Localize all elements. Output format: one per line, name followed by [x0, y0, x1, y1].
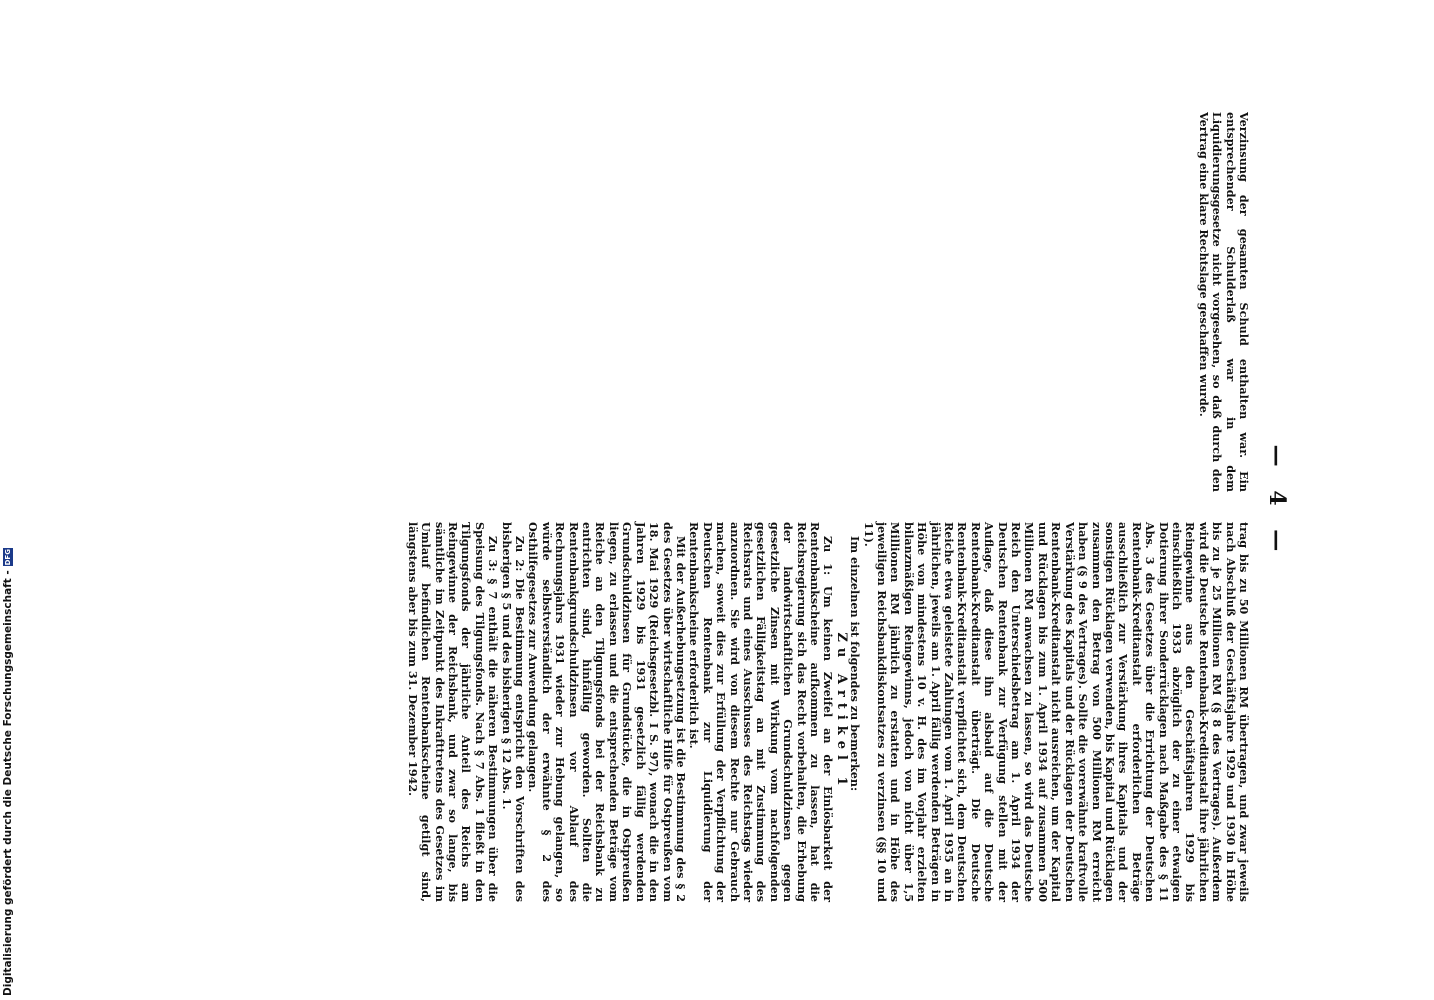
right-paragraph: Mit der Außerhebungsetzung ist die Bestimmung des § 2 des Gesetzes über wirtschaftliche Hilfe für Ostpreußen vom 18. Mai 1929 (Reichsgesetzbl. I S. 97), wonach die in den Jahren 1929 bis 1931 gesetzlich fällig werdenden Grundschuldzinsen für Grundstücke, die in Ostpreußen liegen, zu erlassen und die entsprechenden Beträge vom Reiche an den Tilgungsfonds bei der Reichsbank zu entrichten sind, hinfällig geworden. Sollten die Rentenbankgrundschuldzinsen vor Ablauf des Rechnungsjahrs 1931 wieder zur Hebung gelangen, so würde selbstverständlich der erwähnte § 2 des Osthilfegesetzes zur Anwendung gelangen.: [526, 522, 688, 902]
right-paragraph: Zu 1: Um keinen Zweifel an der Einlösbarkeit der Rentenbankscheine aufkommen zu lassen, hat die Reichsregierung sich das Recht vorbehalten, die Erhebung der landwirtschaftlichen Grundschuldzinsen gegen gesetzliche Zinsen mit Wirkung vom nachfolgenden gesetzlichen Fälligkeitstag an mit Zustimmung des Reichsrats und eines Ausschusses des Reichstags wieder anzuordnen. Sie wird von diesem Rechte nur Gebrauch machen, soweit dies zur Erfüllung der Verpflichtung der Deutschen Rentenbank zur Liquidierung der Rentenbankscheine erforderlich ist.: [687, 522, 836, 902]
right-paragraph: Im einzelnen ist folgendes zu bemerken:: [848, 536, 863, 792]
section-heading: Zu Artikel 1: [833, 632, 849, 792]
right-paragraph: Zu 2: Die Bestimmung entspricht den Vorschriften des bisherigen § 5 und des bisherigen § 12 Abs. 1.: [499, 522, 528, 902]
credit-text: Digitalisierung gefördert durch die Deutsche Forschungsgemeinschaft -: [2, 570, 14, 996]
digitization-credit: [2, 548, 14, 996]
page-number: — 4 —: [1264, 444, 1290, 560]
right-paragraph: Zu 3: § 7 enthält die näheren Bestimmungen über die Speisung des Tilgungsfonds. Nach § 7 Abs. 1 fließt in den Tilgungsfonds der jährliche Anteil des Reichs am Reingewinne der Reichsbank, und zwar so lange, bis sämtliche im Zeitpunkt des Inkrafttretens des Gesetzes im Umlauf befindlichen Rentenbankscheine getilgt sind, längstens aber bis zum 31. Dezember 1942.: [405, 522, 501, 902]
left-column: [170, 112, 1250, 492]
dfg-logo: DFG: [4, 549, 12, 566]
rotated-page-content: [152, 92, 1302, 912]
right-paragraph: trag bis zu 50 Millionen RM übertragen, und zwar jeweils nach Abschluß der Geschäftsjahre 1929 und 1930 in Höhe bis zu je 25 Millionen RM (§ 8 des Vertrages). Außerdem wird die Deutsche Rentenbank-Kreditanstalt ihre jährlichen Reingewinne aus den Geschäftsjahren 1929 bis einschließlich 1933 abzüglich der zu einer etwaigen Dotierung ihrer Sonderrücklagen nach Maßgabe des § 11 Abs. 3 des Gesetzes über die Errichtung der Deutschen Rentenbank-Kreditanstalt erforderlichen Beträge ausschließlich zur Verstärkung ihres Kapitals und der sonstigen Rücklagen verwenden, bis Kapital und Rücklagen zusammen den Betrag von 500 Millionen RM erreicht haben (§ 9 des Vertrages). Sollte die vorerwähnte kraftvolle Verstärkung des Kapitals und der Rücklagen der Deutschen Rentenbank-Kreditanstalt nicht ausreichen, um der Kapital und Rücklagen bis zum 1. April 1934 auf zusammen 500 Millionen RM anwachsen zu lassen, so wird das Deutsche Reich den Unterschiedsbetrag am 1. April 1934 der Deutschen Rentenbank zur Verfügung stellen mit der Auflage, daß diese ihn alsbald auf die Deutsche Rentenbank-Kreditanstalt überträgt. Die Deutsche Rentenbank-Kreditanstalt verpflichtet sich, dem Deutschen Reiche etwa geleistete Zahlungen vom 1. April 1935 an in jährlichen, jeweils am 1. April fällig werdenden Beträgen in Höhe von mindestens 10 v. H. des im Vorjahr erzielten bilanzmäßigen Reingewinns, jedoch von nicht über 1,5 Millionen RM jährlich zu erstatten und in Höhe des jeweiligen Reichsbankdiskontsatzes zu verzinsen (§§ 10 und 11).: [861, 522, 1251, 902]
left-paragraph: Verzinsung der gesamten Schuld enthalten war. Ein entsprechender Schulderlaß war in dem Liquidierungsgesetze nicht vorgesehen, so daß durch den Vertrag eine klare Rechtslage geschaffen wurde.: [1196, 112, 1251, 492]
right-column: [170, 522, 1250, 902]
